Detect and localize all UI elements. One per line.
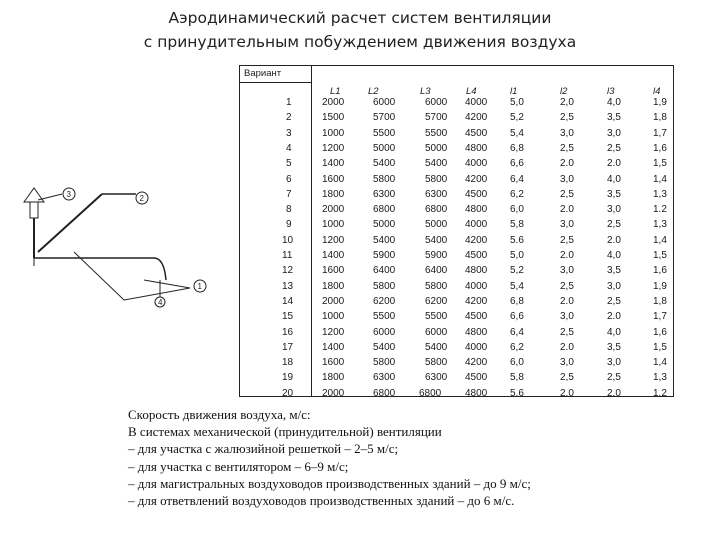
table-cell: 5,2 [510,112,524,124]
table-cell: 5400 [373,158,396,170]
header-divider [239,82,311,83]
table-cell: 1800 [322,280,345,292]
ventilation-scheme-diagram [14,180,214,330]
table-cell: 4000 [465,280,488,292]
variant-number: 4 [286,142,292,154]
table-cell: 3,0 [560,265,574,277]
notes-line: – для магистральных воздуховодов производственных зданий – до 9 м/с; [128,475,531,491]
table-cell: 1600 [322,357,345,369]
table-cell: 6000 [425,97,448,108]
table-cell: 3,5 [607,265,621,277]
table-cell: 1,5 [653,341,667,353]
table-cell: 3,0 [607,357,621,369]
table-cell: 6,0 [510,357,524,369]
title-line-2: с принудительным побуждением движения воздуха [143,33,577,51]
table-cell: 3,0 [560,311,574,323]
variant-number: 19 [282,372,294,384]
table-cell: 5400 [373,234,396,246]
notes-line: – для участка с вентилятором – 6–9 м/с; [128,458,349,474]
variant-header: Вариант [244,68,282,79]
table-cell: 1,4 [653,357,667,369]
table-cell: 5800 [425,173,448,185]
table-cell: 1400 [322,158,345,170]
table-cell: 1000 [322,219,345,231]
table-cell: 6,6 [510,158,524,170]
table-cell: 6,0 [510,204,524,216]
table-cell: 3,0 [560,219,574,231]
table-cell: 5400 [425,234,448,246]
table-cell: 2.0 [607,234,621,246]
table-cell: 2,5 [560,188,574,200]
table-cell: 5,4 [510,127,524,139]
table-cell: 6,2 [510,341,524,353]
variant-number: 14 [282,295,294,307]
variant-number: 6 [286,173,292,185]
table-cell: 4500 [465,188,488,200]
table-cell: 1000 [322,311,345,323]
table-cell: 1800 [322,188,345,200]
variant-number: 11 [282,250,293,261]
column-header: L2 [368,86,379,97]
table-cell: 1,8 [653,112,667,124]
table-cell: 2.0 [607,311,621,323]
variant-number: 18 [282,357,294,369]
table-cell: 5800 [425,357,448,369]
table-cell: 5,8 [510,372,524,384]
table-cell: 1400 [322,250,345,261]
table-cell: 5.6 [510,234,524,246]
table-cell: 5700 [373,112,396,124]
table-cell: 6300 [373,372,396,384]
table-cell: 4800 [465,326,488,338]
table-cell: 5000 [373,219,396,231]
table-cell: 2,5 [607,142,621,154]
table-cell: 6800 [419,387,442,399]
table-cell: 3,0 [607,127,621,139]
table-cell: 5400 [425,158,448,170]
notes-line: В системах механической (принудительной) вентиляции [128,424,442,440]
table-cell: 4800 [465,204,488,216]
column-header: L4 [466,86,477,97]
table-cell: 3,5 [607,188,621,200]
table-cell: 1,9 [653,280,667,292]
table-cell: 5000 [425,142,448,154]
table-cell: 1.2 [653,204,667,216]
table-cell: 4500 [465,311,488,323]
variant-number: 12 [282,265,294,277]
table-cell: 5,8 [510,219,524,231]
table-cell: 6200 [373,295,396,307]
table-cell: 1,3 [653,219,667,231]
table-cell: 6300 [425,372,448,384]
table-cell: 2.0 [607,158,621,170]
table-cell: 1,4 [653,234,667,246]
table-cell: 1200 [322,326,345,338]
table-cell: 5800 [373,357,396,369]
column-header: L3 [420,86,431,97]
column-header: l3 [607,86,615,97]
table-cell: 5400 [373,341,396,353]
table-cell: 1,8 [653,295,667,307]
table-cell: 6300 [425,188,448,200]
table-cell: 6,8 [510,142,524,154]
table-cell: 4500 [465,250,488,261]
table-cell: 3,0 [560,127,574,139]
table-cell: 1,3 [653,188,667,200]
table-cell: 4800 [465,387,488,399]
table-cell: 6,4 [510,173,524,185]
intake-grille-icon [24,188,44,202]
table-cell: 6,2 [510,188,524,200]
page-title [0,6,720,54]
table-cell: 6,6 [510,311,524,323]
table-cell: 4000 [465,97,488,108]
table-cell: 4200 [465,173,488,185]
table-cell: 1,5 [653,250,667,261]
table-cell: 1,4 [653,173,667,185]
column-header: l1 [510,86,518,97]
table-cell: 4200 [465,234,488,246]
table-cell: 2,5 [560,234,574,246]
table-cell: 2,5 [560,372,574,384]
table-cell: 2.0 [560,387,574,399]
table-cell: 3,5 [607,341,621,353]
table-cell: 1000 [322,127,345,139]
column-divider [311,65,312,397]
table-cell: 2,5 [607,295,621,307]
table-cell: 5,0 [510,250,524,261]
table-cell: 5700 [425,112,448,124]
table-cell: 5000 [425,219,448,231]
table-cell: 6000 [373,326,396,338]
table-cell: 4000 [465,219,488,231]
table-cell: 4,0 [607,97,621,108]
node-1-label: 1 [197,282,202,291]
table-cell: 5,0 [510,97,524,108]
node-2-label: 2 [139,194,144,203]
table-cell: 5400 [425,341,448,353]
table-cell: 4,0 [607,250,621,261]
variant-number: 3 [286,127,292,139]
variant-number: 16 [282,326,294,338]
notes-line: Скорость движения воздуха, м/с: [128,407,311,422]
table-cell: 1800 [322,372,345,384]
table-cell: 2000 [322,387,345,399]
column-header: l2 [560,86,568,97]
node-3-label: 3 [66,190,71,199]
table-cell: 4,0 [607,173,621,185]
table-cell: 6400 [373,265,396,277]
table-cell: 5900 [425,250,448,261]
table-cell: 2.0 [560,250,574,261]
table-cell: 2.0 [607,387,621,399]
table-cell: 3,5 [607,112,621,124]
table-cell: 1600 [322,265,345,277]
table-cell: 6200 [425,295,448,307]
table-cell: 4000 [465,341,488,353]
table-cell: 5,4 [510,280,524,292]
variant-number: 8 [286,204,292,216]
table-cell: 6800 [373,387,396,399]
table-cell: 6800 [425,204,448,216]
table-cell: 4500 [465,127,488,139]
table-cell: 6800 [373,204,396,216]
column-header: l4 [653,86,661,97]
notes-line: – для ответвлений воздуховодов производственных зданий – до 6 м/с. [128,493,515,509]
table-cell: 1.2 [653,387,667,399]
table-cell: 5800 [373,173,396,185]
table-cell: 1,6 [653,142,667,154]
table-cell: 2,5 [560,112,574,124]
table-cell: 1200 [322,234,345,246]
table-cell: 5.6 [510,387,524,399]
table-cell: 2,5 [560,280,574,292]
table-cell: 6,8 [510,295,524,307]
variant-number: 20 [282,387,294,399]
table-cell: 5500 [425,311,448,323]
column-header: L1 [330,86,341,97]
table-cell: 4200 [465,295,488,307]
table-cell: 4500 [465,372,488,384]
table-cell: 5800 [373,280,396,292]
table-cell: 2.0 [560,341,574,353]
table-cell: 5500 [425,127,448,139]
table-cell: 6000 [373,97,396,108]
table-cell: 1,6 [653,326,667,338]
table-cell: 1,5 [653,158,667,170]
variant-number: 15 [282,311,294,323]
notes-block [128,406,531,509]
table-cell: 5900 [373,250,396,261]
variant-number: 1 [286,97,292,108]
table-cell: 2,5 [560,142,574,154]
table-cell: 2,0 [560,97,574,108]
table-cell: 6,4 [510,326,524,338]
table-cell: 5500 [373,127,396,139]
table-cell: 1,7 [653,127,667,139]
table-cell: 1,3 [653,372,667,384]
table-cell: 1600 [322,173,345,185]
table-cell: 2.0 [560,204,574,216]
table-cell: 1500 [322,112,345,124]
variant-number: 17 [282,341,294,353]
table-cell: 6400 [425,265,448,277]
table-cell: 2,5 [607,219,621,231]
variant-number: 13 [282,280,294,292]
variant-number: 7 [286,188,292,200]
variant-number: 2 [286,112,292,124]
table-cell: 5000 [373,142,396,154]
table-cell: 4800 [465,265,488,277]
table-cell: 2000 [322,97,345,108]
table-cell: 5800 [425,280,448,292]
notes-line: – для участка с жалюзийной решеткой – 2–5 м/с; [128,441,399,457]
table-cell: 2,5 [560,326,574,338]
variant-number: 9 [286,219,292,231]
table-cell: 4200 [465,357,488,369]
table-cell: 3,0 [607,280,621,292]
table-cell: 1200 [322,142,345,154]
variant-number: 10 [282,234,294,246]
table-cell: 6300 [373,188,396,200]
table-cell: 1,7 [653,311,667,323]
table-cell: 1400 [322,341,345,353]
table-cell: 4800 [465,142,488,154]
variant-number: 5 [286,158,292,170]
table-cell: 3,0 [560,357,574,369]
table-cell: 5500 [373,311,396,323]
table-cell: 5,2 [510,265,524,277]
table-cell: 6000 [425,326,448,338]
table-cell: 3,0 [607,204,621,216]
table-cell: 2,5 [607,372,621,384]
table-cell: 4,0 [607,326,621,338]
table-cell: 1,9 [653,97,667,108]
table-cell: 4200 [465,112,488,124]
title-line-1: Аэродинамический расчет систем вентиляции [168,9,552,27]
table-cell: 3,0 [560,173,574,185]
table-cell: 2000 [322,204,345,216]
table-cell: 2000 [322,295,345,307]
table-cell: 4000 [465,158,488,170]
table-cell: 1,6 [653,265,667,277]
node-4-label: 4 [158,298,163,307]
table-cell: 2.0 [560,158,574,170]
table-cell: 2.0 [560,295,574,307]
